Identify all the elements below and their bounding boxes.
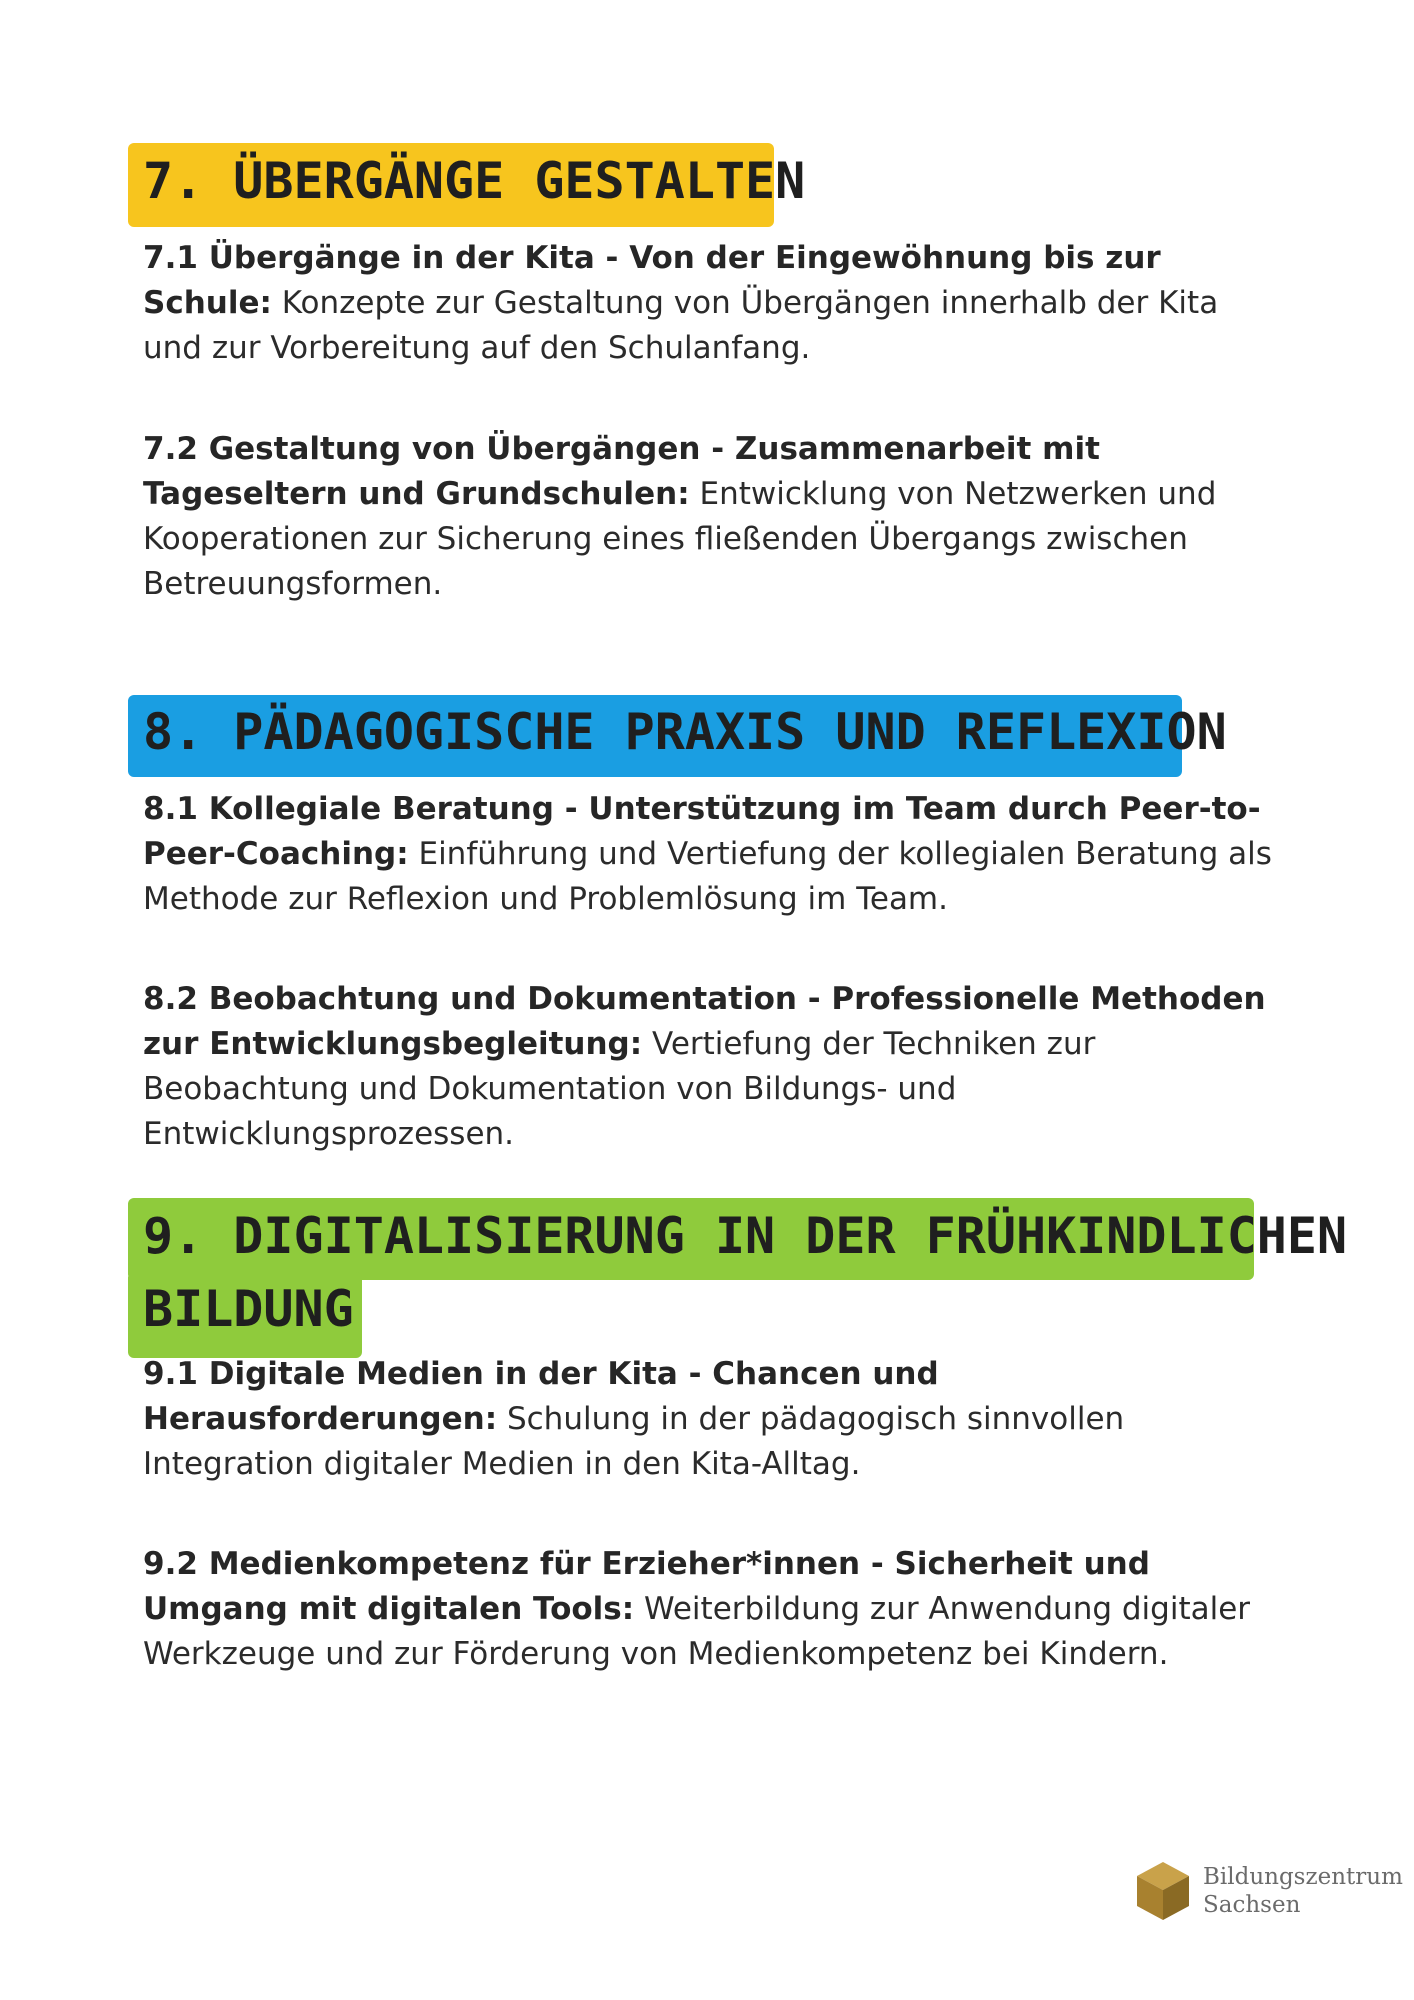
item-text: Entwicklung von Netzwerken und Kooperationen zur Sicherung eines fließenden Übergangs zwischen Betreuungsformen. [143, 476, 1217, 602]
item-title: 9.2 Medienkompetenz für Erzieher*innen - Sicherheit und Umgang mit digitalen Tools: [143, 1546, 1150, 1627]
item-7-1 [143, 236, 1283, 371]
item-text: Weiterbildung zur Anwendung digitaler Werkzeuge und zur Förderung von Medienkompetenz bei Kindern. [143, 1591, 1251, 1672]
logo-line-2: Sachsen [1203, 1892, 1301, 1918]
section-heading-9-line1: 9. DIGITALISIERUNG IN DER FRÜHKINDLICHEN [143, 1207, 1348, 1265]
item-9-1 [143, 1352, 1283, 1487]
item-text: Einführung und Vertiefung der kollegialen Beratung als Methode zur Reflexion und Problemlösung im Team. [143, 836, 1272, 917]
brand-logo [1135, 1860, 1403, 1922]
section-heading-9-line2: BILDUNG [143, 1280, 354, 1338]
item-title: 9.1 Digitale Medien in der Kita - Chancen und Herausforderungen: [143, 1356, 939, 1437]
item-title: 8.1 Kollegiale Beratung - Unterstützung im Team durch Peer-to-Peer-Coaching: [143, 791, 1261, 872]
item-title: 8.2 Beobachtung und Dokumentation - Professionelle Methoden zur Entwicklungsbegleitung: [143, 981, 1266, 1062]
section-heading-7: 7. ÜBERGÄNGE GESTALTEN [143, 152, 806, 210]
section-heading-8: 8. PÄDAGOGISCHE PRAXIS UND REFLEXION [143, 703, 1227, 761]
cube-icon [1135, 1860, 1191, 1922]
item-title: 7.1 Übergänge in der Kita - Von der Eingewöhnung bis zur Schule: [143, 240, 1161, 321]
logo-text [1203, 1863, 1403, 1919]
logo-line-1: Bildungszentrum [1203, 1864, 1403, 1890]
item-7-2 [143, 427, 1283, 607]
item-text: Vertiefung der Techniken zur Beobachtung und Dokumentation von Bildungs- und Entwicklungsprozessen. [143, 1026, 1096, 1152]
item-title: 7.2 Gestaltung von Übergängen - Zusammenarbeit mit Tageseltern und Grundschulen: [143, 431, 1100, 512]
item-8-2 [143, 977, 1283, 1157]
item-text: Konzepte zur Gestaltung von Übergängen innerhalb der Kita und zur Vorbereitung auf den Schulanfang. [143, 285, 1219, 366]
item-8-1 [143, 787, 1283, 922]
item-text: Schulung in der pädagogisch sinnvollen Integration digitaler Medien in den Kita-Alltag. [143, 1401, 1125, 1482]
item-9-2 [143, 1542, 1283, 1677]
